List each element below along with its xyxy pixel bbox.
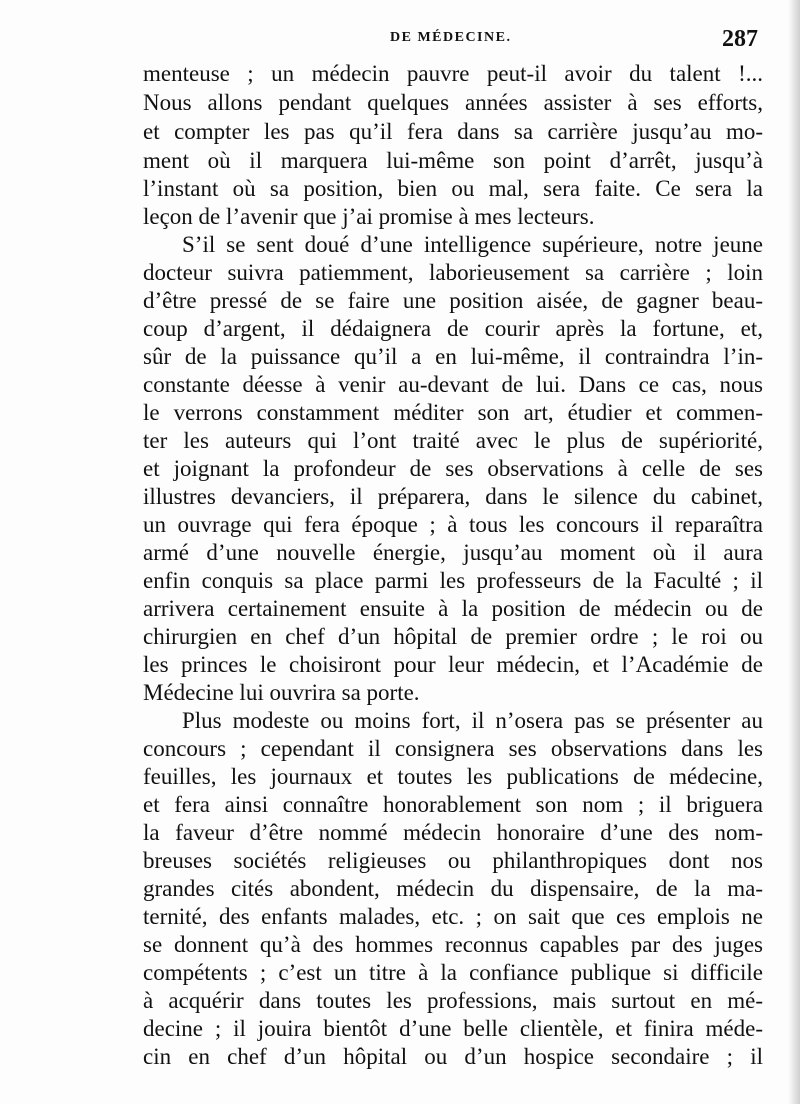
text-line: menteuse ; un médecin pauvre peut-il avoir du talent !... bbox=[143, 61, 763, 86]
text-line: se donnent qu’à des hommes reconnus capables par des juges bbox=[143, 932, 763, 957]
text-line: d’être pressé de se faire une position aisée, de gagner beau- bbox=[143, 288, 763, 313]
text-line: feuilles, les journaux et toutes les publications de médecine, bbox=[143, 764, 763, 789]
text-line: enfin conquis sa place parmi les professeurs de la Faculté ; il bbox=[143, 568, 763, 593]
text-line: arrivera certainement ensuite à la position de médecin ou de bbox=[143, 596, 763, 621]
text-line: constante déesse à venir au-devant de lui. Dans ce cas, nous bbox=[143, 372, 763, 397]
paragraph-start-line: Plus modeste ou moins fort, il n’osera pas se présenter au bbox=[182, 708, 763, 733]
text-line: sûr de la puissance qu’il a en lui-même, il contraindra l’in- bbox=[143, 344, 763, 369]
text-line: breuses sociétés religieuses ou philanthropiques dont nos bbox=[143, 848, 763, 873]
text-line: un ouvrage qui fera époque ; à tous les concours il reparaîtra bbox=[143, 512, 763, 537]
text-line: la faveur d’être nommé médecin honoraire d’une des nom- bbox=[143, 820, 763, 845]
text-line: ment où il marquera lui-même son point d’arrêt, jusqu’à bbox=[143, 148, 763, 173]
text-line: et compter les pas qu’il fera dans sa carrière jusqu’au mo- bbox=[143, 119, 763, 144]
page-number: 287 bbox=[722, 26, 758, 52]
text-line: ter les auteurs qui l’ont traité avec le plus de supériorité, bbox=[143, 428, 763, 453]
text-line: chirurgien en chef d’un hôpital de premier ordre ; le roi ou bbox=[143, 624, 763, 649]
text-line: l’instant où sa position, bien ou mal, sera faite. Ce sera la bbox=[143, 176, 763, 201]
text-line: leçon de l’avenir que j’ai promise à mes lecteurs. bbox=[143, 204, 595, 229]
text-line: cin en chef d’un hôpital ou d’un hospice secondaire ; il bbox=[143, 1044, 763, 1069]
text-line: et joignant la profondeur de ses observations à celle de ses bbox=[143, 456, 763, 481]
text-line: coup d’argent, il dédaignera de courir après la fortune, et, bbox=[143, 316, 763, 341]
text-line: Médecine lui ouvrira sa porte. bbox=[143, 680, 420, 705]
text-line: ternité, des enfants malades, etc. ; on sait que ces emplois ne bbox=[143, 904, 763, 929]
text-line: concours ; cependant il consignera ses observations dans les bbox=[143, 736, 763, 761]
text-line: decine ; il jouira bientôt d’une belle clientèle, et finira méde- bbox=[143, 1016, 763, 1041]
text-line: armé d’une nouvelle énergie, jusqu’au moment où il aura bbox=[143, 540, 763, 565]
running-title: DE MÉDECINE. bbox=[390, 30, 512, 45]
text-line: compétents ; c’est un titre à la confiance publique si difficile bbox=[143, 960, 763, 985]
text-line: le verrons constamment méditer son art, étudier et commen- bbox=[143, 400, 763, 425]
text-line: Nous allons pendant quelques années assister à ses efforts, bbox=[143, 90, 763, 115]
text-line: à acquérir dans toutes les professions, mais surtout en mé- bbox=[143, 988, 763, 1013]
text-line: grandes cités abondent, médecin du dispensaire, de la ma- bbox=[143, 876, 763, 901]
text-line: illustres devanciers, il préparera, dans le silence du cabinet, bbox=[143, 484, 763, 509]
paragraph-start-line: S’il se sent doué d’une intelligence supérieure, notre jeune bbox=[182, 232, 763, 257]
text-line: docteur suivra patiemment, laborieusement sa carrière ; loin bbox=[143, 260, 763, 285]
page-edge-shadow bbox=[788, 0, 800, 1104]
text-line: les princes le choisiront pour leur médecin, et l’Académie de bbox=[143, 652, 763, 677]
text-line: et fera ainsi connaître honorablement son nom ; il briguera bbox=[143, 792, 763, 817]
